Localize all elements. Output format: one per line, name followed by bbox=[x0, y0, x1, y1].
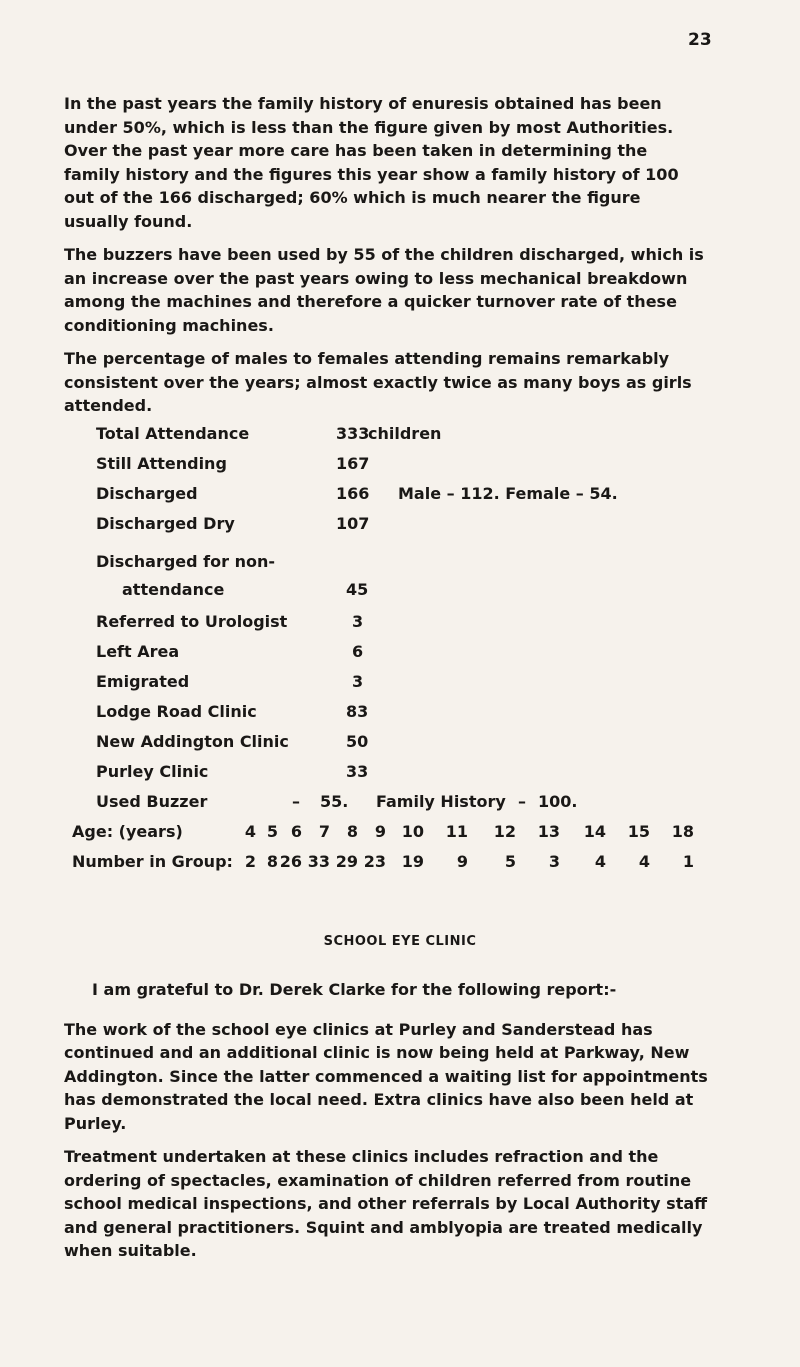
stat-value: 45 bbox=[346, 580, 369, 599]
age-cell: 8 bbox=[346, 822, 358, 841]
number-cell: 1 bbox=[682, 852, 694, 871]
stat-label: Discharged for non- bbox=[96, 552, 276, 571]
table-row bbox=[64, 552, 724, 576]
stat-note: Male – 112. Female – 54. bbox=[398, 484, 618, 503]
stat-value: 167 bbox=[336, 454, 370, 473]
age-cell: 11 bbox=[445, 822, 468, 841]
number-cell: 8 bbox=[266, 852, 278, 871]
table-row bbox=[64, 580, 724, 604]
stat-label: Left Area bbox=[96, 642, 180, 661]
age-cell: 6 bbox=[290, 822, 302, 841]
stat-label: Total Attendance bbox=[96, 424, 250, 443]
number-cell: 9 bbox=[456, 852, 468, 871]
stat-value: 6 bbox=[352, 642, 364, 661]
stat-label: attendance bbox=[122, 580, 225, 599]
table-row bbox=[64, 514, 724, 538]
table-row bbox=[64, 612, 724, 636]
paragraph-family-history: In the past years the family history of enuresis obtained has been under 50%, which is less than the figure given by most Authorities. Over the past year more care has been taken in determining the family history and the figures this year show a family history of 100 out of the 166 discharged; 60% which is much nearer the figure usually found. bbox=[64, 94, 679, 231]
number-label: Number in Group: bbox=[72, 852, 233, 871]
age-row bbox=[64, 822, 724, 846]
age-cell: 4 bbox=[244, 822, 256, 841]
number-cell: 33 bbox=[307, 852, 330, 871]
number-row bbox=[64, 852, 724, 876]
table-row bbox=[64, 424, 724, 448]
age-cell: 14 bbox=[583, 822, 606, 841]
table-row bbox=[64, 454, 724, 478]
stat-label: Lodge Road Clinic bbox=[96, 702, 257, 721]
number-cell: 4 bbox=[594, 852, 606, 871]
paragraph-treatment: Treatment undertaken at these clinics includes refraction and the ordering of spectacles, examination of children referred from routine school medical inspections, and other referrals by Local Authority staff and general practitioners. Squint and amblyopia are treated medically when suitable. bbox=[64, 1147, 708, 1260]
age-cell: 10 bbox=[401, 822, 424, 841]
enuresis-text bbox=[64, 92, 704, 428]
paragraph-grateful: I am grateful to Dr. Derek Clarke for the following report:- bbox=[92, 980, 617, 999]
section-heading: SCHOOL EYE CLINIC bbox=[323, 934, 477, 949]
stat-note: children bbox=[368, 424, 442, 443]
age-cell: 18 bbox=[671, 822, 694, 841]
buzzer-value: 55. bbox=[320, 792, 349, 811]
age-cell: 5 bbox=[266, 822, 278, 841]
age-cell: 7 bbox=[318, 822, 330, 841]
number-cell: 2 bbox=[244, 852, 256, 871]
age-label: Age: (years) bbox=[72, 822, 183, 841]
table-row bbox=[64, 642, 724, 666]
age-cell: 15 bbox=[627, 822, 650, 841]
number-cell: 5 bbox=[504, 852, 516, 871]
stat-value: 83 bbox=[346, 702, 369, 721]
stat-label: New Addington Clinic bbox=[96, 732, 289, 751]
number-cell: 29 bbox=[335, 852, 358, 871]
paragraph-eye-clinics: The work of the school eye clinics at Purley and Sanderstead has continued and an additional clinic is now being held at Parkway, New Addington. Since the latter commenced a waiting list for appointments has demonstrated the local need. Extra clinics have also been held at Purley. bbox=[64, 1019, 708, 1133]
stat-label: Discharged bbox=[96, 484, 198, 503]
stat-value: 33 bbox=[346, 762, 369, 781]
age-cell: 12 bbox=[493, 822, 516, 841]
stat-value: 50 bbox=[346, 732, 369, 751]
table-row bbox=[64, 762, 724, 786]
table-row bbox=[64, 484, 724, 508]
page-number: 23 bbox=[688, 30, 712, 50]
eye-clinic-text bbox=[64, 978, 714, 1273]
stat-value: 166 bbox=[336, 484, 370, 503]
stat-value: 3 bbox=[352, 672, 364, 691]
buzzer-label: Used Buzzer bbox=[96, 792, 208, 811]
family-history-dash: – bbox=[518, 792, 526, 811]
stat-value: 333 bbox=[336, 424, 370, 443]
age-cell: 9 bbox=[374, 822, 386, 841]
age-cell: 13 bbox=[537, 822, 560, 841]
paragraph-male-female: The percentage of males to females attending remains remarkably consistent over the years; almost exactly twice as many boys as girls attended. bbox=[64, 349, 692, 415]
number-cell: 19 bbox=[401, 852, 424, 871]
buzzer-dash: – bbox=[292, 792, 300, 811]
table-row bbox=[64, 672, 724, 696]
paragraph-buzzers: The buzzers have been used by 55 of the children discharged, which is an increase over the past years owing to less mechanical breakdown among the machines and therefore a quicker turnover rate of these conditioning machines. bbox=[64, 245, 704, 335]
buzzer-row bbox=[64, 792, 724, 816]
family-history-label: Family History bbox=[376, 792, 506, 811]
stat-label: Discharged Dry bbox=[96, 514, 235, 533]
number-cell: 23 bbox=[363, 852, 386, 871]
stat-label: Still Attending bbox=[96, 454, 227, 473]
table-row bbox=[64, 702, 724, 726]
stat-value: 3 bbox=[352, 612, 364, 631]
stat-label: Referred to Urologist bbox=[96, 612, 288, 631]
stat-value: 107 bbox=[336, 514, 370, 533]
number-cell: 3 bbox=[548, 852, 560, 871]
number-cell: 26 bbox=[279, 852, 302, 871]
table-row bbox=[64, 732, 724, 756]
number-cell: 4 bbox=[638, 852, 650, 871]
stat-label: Emigrated bbox=[96, 672, 190, 691]
stat-label: Purley Clinic bbox=[96, 762, 209, 781]
family-history-value: 100. bbox=[538, 792, 578, 811]
